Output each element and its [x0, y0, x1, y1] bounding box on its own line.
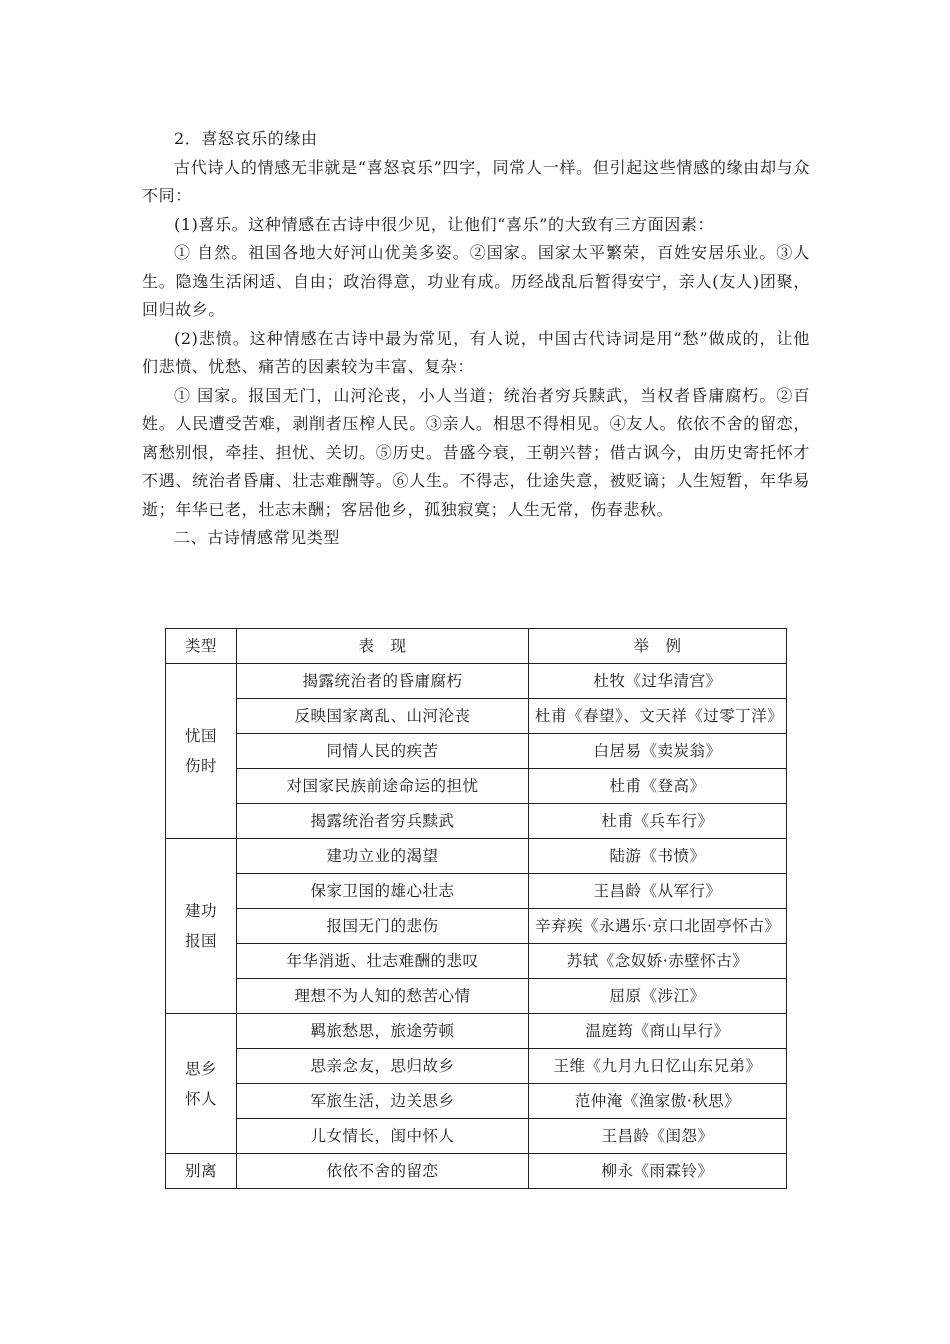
example-cell: 杜甫《登高》	[529, 769, 787, 804]
table-row	[166, 944, 787, 979]
expression-cell: 理想不为人知的愁苦心情	[237, 979, 529, 1014]
joy-lead-paragraph: (1)喜乐。这种情感在古诗中很少见，让他们“喜乐”的大致有三方面因素：	[174, 214, 715, 234]
grief-lead-paragraph: (2)悲愤。这种情感在古诗中最为常见，有人说，中国古代诗词是用“愁”做成的，让他们悲愤、忧愁、痛苦的因素较为丰富、复杂：	[142, 328, 810, 376]
example-cell: 王昌龄《从军行》	[529, 874, 787, 909]
expression-cell: 反映国家离乱、山河沦丧	[237, 699, 529, 734]
table-row	[166, 839, 787, 874]
example-cell: 陆游《书愤》	[529, 839, 787, 874]
expression-cell: 建功立业的渴望	[237, 839, 529, 874]
emotion-types-table	[165, 628, 787, 1189]
emotion-types-table-wrap	[165, 628, 786, 1189]
intro-paragraph: 古代诗人的情感无非就是“喜怒哀乐”四字，同常人一样。但引起这些情感的缘由却与众不同：	[142, 157, 810, 205]
example-cell: 王维《九月九日忆山东兄弟》	[529, 1049, 787, 1084]
expression-cell: 报国无门的悲伤	[237, 909, 529, 944]
example-cell: 柳永《雨霖铃》	[529, 1154, 787, 1189]
example-cell: 杜牧《过华清宫》	[529, 664, 787, 699]
expression-cell: 对国家民族前途命运的担忧	[237, 769, 529, 804]
table-row	[166, 664, 787, 699]
example-cell: 白居易《卖炭翁》	[529, 734, 787, 769]
type-cell: 建功 报国	[166, 839, 237, 1014]
example-cell: 辛弃疾《永遇乐·京口北固亭怀古》	[529, 909, 787, 944]
example-cell: 范仲淹《渔家傲·秋思》	[529, 1084, 787, 1119]
table-row	[166, 1119, 787, 1154]
table-row	[166, 1154, 787, 1189]
example-cell: 杜甫《兵车行》	[529, 804, 787, 839]
table-row	[166, 769, 787, 804]
section-heading: 2．喜怒哀乐的缘由	[174, 129, 318, 148]
type-cell: 别离	[166, 1154, 237, 1189]
example-cell: 屈原《涉江》	[529, 979, 787, 1014]
grief-detail-paragraph: ① 国家。报国无门，山河沦丧，小人当道；统治者穷兵黩武，当权者昏庸腐朽。②百姓。人民遭受苦难，剥削者压榨人民。③亲人。相思不得相见。④友人。依依不舍的留恋，离愁别恨，牵挂、担忧、关切。⑤历史。昔盛今衰，王朝兴替；借古讽今，由历史寄托怀才不遇、统治者昏庸、壮志难酬等。⑥人生。不得志，仕途失意，被贬谪；人生短暂，年华易逝；年华已老，壮志未酬；客居他乡，孤独寂寞；人生无常，伤春悲秋。	[142, 385, 810, 519]
table-row	[166, 874, 787, 909]
type-cell: 忧国 伤时	[166, 664, 237, 839]
table-row	[166, 979, 787, 1014]
expression-cell: 依依不舍的留恋	[237, 1154, 529, 1189]
body-text	[142, 125, 810, 553]
expression-cell: 同情人民的疾苦	[237, 734, 529, 769]
table-row	[166, 1014, 787, 1049]
joy-detail-paragraph: ① 自然。祖国各地大好河山优美多姿。②国家。国家太平繁荣，百姓安居乐业。③人生。隐逸生活闲适、自由；政治得意，功业有成。历经战乱后暂得安宁，亲人(友人)团聚，回归故乡。	[142, 243, 810, 319]
expression-cell: 保家卫国的雄心壮志	[237, 874, 529, 909]
header-example: 举 例	[529, 629, 787, 664]
section-two-heading: 二、古诗情感常见类型	[174, 528, 341, 547]
expression-cell: 思亲念友，思归故乡	[237, 1049, 529, 1084]
header-type: 类型	[166, 629, 237, 664]
type-cell: 思乡 怀人	[166, 1014, 237, 1154]
expression-cell: 羁旅愁思，旅途劳顿	[237, 1014, 529, 1049]
expression-cell: 军旅生活，边关思乡	[237, 1084, 529, 1119]
expression-cell: 揭露统治者穷兵黩武	[237, 804, 529, 839]
expression-cell: 揭露统治者的昏庸腐朽	[237, 664, 529, 699]
example-cell: 杜甫《春望》、文天祥《过零丁洋》	[529, 699, 787, 734]
example-cell: 温庭筠《商山早行》	[529, 1014, 787, 1049]
example-cell: 苏轼《念奴娇·赤壁怀古》	[529, 944, 787, 979]
header-expression: 表 现	[237, 629, 529, 664]
table-header-row	[166, 629, 787, 664]
table-row	[166, 909, 787, 944]
expression-cell: 年华消逝、壮志难酬的悲叹	[237, 944, 529, 979]
example-cell: 王昌龄《闺怨》	[529, 1119, 787, 1154]
table-row	[166, 734, 787, 769]
expression-cell: 儿女情长，闺中怀人	[237, 1119, 529, 1154]
table-row	[166, 804, 787, 839]
table-row	[166, 699, 787, 734]
table-row	[166, 1049, 787, 1084]
table-row	[166, 1084, 787, 1119]
